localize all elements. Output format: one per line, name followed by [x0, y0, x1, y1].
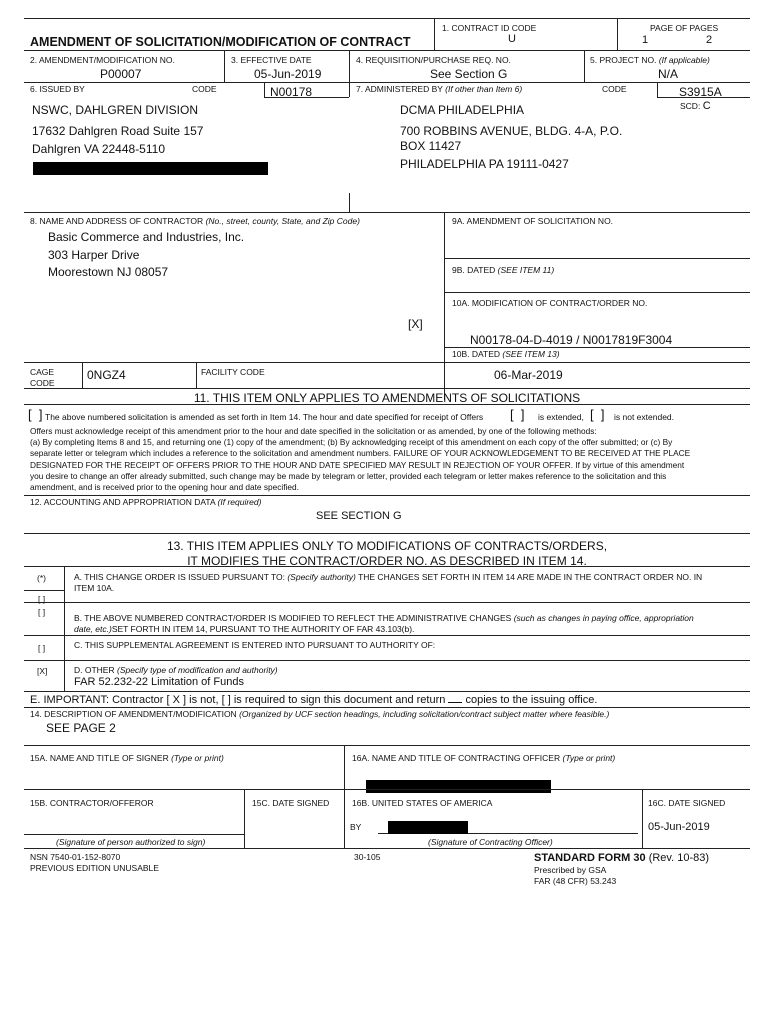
item-9a-label: 9A. AMENDMENT OF SOLICITATION NO. [452, 216, 614, 226]
footer-form-number: 30-105 [354, 852, 381, 862]
item-15b-label: 15B. CONTRACTOR/OFFEROR [30, 798, 154, 808]
administered-by-line-4: PHILADELPHIA PA 19111-0427 [400, 157, 569, 171]
item-16c-label: 16C. DATE SIGNED [648, 798, 726, 808]
redaction-bar [33, 162, 268, 175]
footer-far: FAR (48 CFR) 53.243 [534, 876, 617, 886]
item-13-d-text: D. OTHER (Specify type of modification and authority) [74, 665, 278, 675]
item-13-heading-2: IT MODIFIES THE CONTRACT/ORDER NO. AS DESCRIBED IN ITEM 14. [187, 554, 587, 568]
item-12-label: 12. ACCOUNTING AND APPROPRIATION DATA (If required) [30, 497, 262, 507]
item-11-checkbox-3: [ ] [590, 407, 605, 422]
rule [24, 388, 750, 389]
rule [24, 848, 750, 849]
item-13-a-text-2: ITEM 10A. [74, 583, 115, 593]
rule [24, 495, 750, 496]
rule [24, 745, 750, 746]
footer-previous-edition: PREVIOUS EDITION UNUSABLE [30, 863, 159, 873]
rule [642, 789, 643, 848]
item-11-checkbox-2: [ ] [510, 407, 525, 422]
by-label: BY [350, 822, 362, 832]
rule [244, 789, 245, 848]
rule [444, 258, 750, 259]
contract-id-value: U [508, 33, 516, 45]
issued-by-line-1: NSWC, DAHLGREN DIVISION [32, 103, 199, 117]
rule [24, 691, 750, 692]
item-13-b-text-2: date, etc.)SET FORTH IN ITEM 14, PURSUANT TO THE AUTHORITY OF FAR 43.103(b). [74, 624, 415, 634]
issued-by-label: 6. ISSUED BY [30, 84, 85, 94]
facility-code-label: FACILITY CODE [201, 367, 265, 377]
item-16c-value: 05-Jun-2019 [648, 821, 710, 833]
issued-by-line-3: Dahlgren VA 22448-5110 [32, 142, 165, 156]
rule [349, 193, 350, 212]
rule [24, 82, 750, 83]
rule [444, 347, 750, 348]
item-11-extended: is extended, [538, 412, 584, 422]
rule [24, 707, 750, 708]
item-10a-value: N00178-04-D-4019 / N0017819F3004 [470, 333, 673, 347]
item-16b-caption: (Signature of Contracting Officer) [428, 837, 553, 847]
administered-by-label: 7. ADMINISTERED BY (If other than Item 6) [356, 84, 523, 94]
item-11-line-1: The above numbered solicitation is amended as set forth in Item 14. The hour and date specified for receipt of Offers [45, 412, 484, 422]
item-13-mark-b: [ ] [38, 607, 46, 617]
rule [617, 18, 618, 50]
rule [24, 50, 750, 51]
rule [24, 635, 750, 636]
scd-label: SCD: C [680, 100, 711, 112]
rule [444, 292, 750, 293]
item-14-label: 14. DESCRIPTION OF AMENDMENT/MODIFICATION (Organized by UCF section headings, including solicitation/contract subject matter where feasible.) [30, 709, 610, 719]
rule [196, 362, 197, 388]
effective-date-value: 05-Jun-2019 [254, 67, 322, 81]
issued-by-code: N00178 [270, 85, 313, 99]
redaction-bar [388, 821, 468, 834]
contractor-line-1: Basic Commerce and Industries, Inc. [48, 230, 245, 244]
item-13-d-value: FAR 52.232-22 Limitation of Funds [74, 676, 244, 688]
amendment-no-label: 2. AMENDMENT/MODIFICATION NO. [30, 55, 175, 65]
item-15c-label: 15C. DATE SIGNED [252, 798, 330, 808]
project-no-label: 5. PROJECT NO. (If applicable) [590, 55, 710, 65]
rule [444, 212, 445, 400]
item-11-body: Offers must acknowledge receipt of this amendment prior to the hour and date specified in the solicitation or as amended, by one of the following methods: (a) By completing Items 8 and 15, and returning one (1) copy of the amendment; (b) By acknowledging receipt of this amendment on each copy of the offer submitted; or (c) By separate letter or telegram which includes a reference to the solicitation and amendment numbers. FAILURE OF YOUR ACKNOWLEDGEMENT TO BE RECEIVED AT THE PLACE DESIGNATED FOR THE RECEIPT OF OFFERS PRIOR TO THE HOUR AND DATE SPECIFIED MAY RESULT IN REJECTION OF YOUR OFFER. If by virtue of this amendment you desire to change an offer already submitted, such change may be made by telegram or letter, provided each telegram or letter makes reference to the solicitation and this amendment, and is received prior to the opening hour and date specified. [30, 426, 691, 493]
administered-by-code: S3915A [679, 85, 722, 99]
contract-id-label: 1. CONTRACT ID CODE [442, 23, 537, 33]
item-12-value: SEE SECTION G [316, 510, 402, 522]
item-15a-label: 15A. NAME AND TITLE OF SIGNER (Type or print) [30, 753, 224, 763]
page-number: 1 [642, 34, 649, 46]
item-9b-label: 9B. DATED (SEE ITEM 11) [452, 265, 555, 275]
rule [24, 566, 750, 567]
project-no-value: N/A [658, 67, 679, 81]
footer-gsa: Prescribed by GSA [534, 865, 607, 875]
issued-by-code-label: CODE [192, 84, 217, 94]
contractor-label: 8. NAME AND ADDRESS OF CONTRACTOR (No., street, county, State, and Zip Code) [30, 216, 360, 226]
redaction-bar [366, 780, 551, 793]
item-15b-caption: (Signature of person authorized to sign) [56, 837, 206, 847]
item-13-c-text: C. THIS SUPPLEMENTAL AGREEMENT IS ENTERED INTO PURSUANT TO AUTHORITY OF: [74, 640, 436, 650]
signature-line [24, 834, 244, 835]
item-16b-label: 16B. UNITED STATES OF AMERICA [352, 798, 493, 808]
rule [24, 660, 750, 661]
form-title: AMENDMENT OF SOLICITATION/MODIFICATION OF CONTRACT [30, 35, 411, 49]
requisition-label: 4. REQUISITION/PURCHASE REQ. NO. [356, 55, 511, 65]
rule [24, 404, 750, 405]
requisition-value: See Section G [430, 67, 508, 81]
footer-standard-form: STANDARD FORM 30 (Rev. 10-83) [534, 852, 710, 864]
item-11-heading: 11. THIS ITEM ONLY APPLIES TO AMENDMENTS OF SOLICITATIONS [193, 391, 581, 405]
item-10a-mark: [X] [408, 317, 423, 331]
footer-nsn: NSN 7540-01-152-8070 [30, 852, 121, 862]
item-14-value: SEE PAGE 2 [46, 721, 116, 735]
cage-code-value: 0NGZ4 [87, 368, 126, 382]
sf30-form [24, 18, 750, 886]
item-11-not-extended: is not extended. [614, 412, 675, 422]
rule [584, 50, 585, 82]
rule [82, 362, 83, 388]
item-13-heading-1: 13. THIS ITEM APPLIES ONLY TO MODIFICATIONS OF CONTRACTS/ORDERS, [166, 539, 608, 553]
page-total: 2 [706, 34, 713, 46]
item-13-mark-a: [ ] [38, 594, 46, 604]
pages-label: PAGE OF PAGES [650, 23, 719, 33]
rule [657, 82, 658, 97]
item-10b-label: 10B. DATED (SEE ITEM 13) [452, 349, 560, 359]
item-11-checkbox-1: [ ] [28, 407, 43, 422]
item-13-mark-c: [ ] [38, 643, 46, 653]
amendment-no-value: P00007 [100, 67, 142, 81]
rule [24, 602, 64, 603]
rule [24, 362, 750, 363]
item-13-b-text: B. THE ABOVE NUMBERED CONTRACT/ORDER IS MODIFIED TO REFLECT THE ADMINISTRATIVE CHANGES (such as changes in paying office, appropriation [74, 613, 694, 623]
rule [24, 590, 64, 591]
rule [434, 18, 435, 50]
item-13-star: (*) [37, 573, 46, 583]
item-10a-label: 10A. MODIFICATION OF CONTRACT/ORDER NO. [452, 298, 648, 308]
rule [24, 212, 750, 213]
item-13-mark-d: [X] [37, 666, 48, 676]
rule [24, 533, 750, 534]
item-10b-value: 06-Mar-2019 [494, 368, 563, 382]
important-line: E. IMPORTANT: Contractor [ X ] is not, [ ] is required to sign this document and return copies to the issuing office. [30, 694, 598, 706]
rule [264, 82, 265, 97]
rule [24, 18, 750, 19]
rule [64, 566, 65, 691]
administered-by-code-label: CODE [602, 84, 627, 94]
administered-by-line-3: BOX 11427 [400, 139, 462, 153]
rule [224, 50, 225, 82]
administered-by-line-1: DCMA PHILADELPHIA [400, 103, 525, 117]
administered-by-line-2: 700 ROBBINS AVENUE, BLDG. 4-A, P.O. [400, 124, 623, 138]
item-16a-label: 16A. NAME AND TITLE OF CONTRACTING OFFICER (Type or print) [352, 753, 616, 763]
rule [344, 745, 345, 848]
rule [349, 50, 350, 97]
effective-date-label: 3. EFFECTIVE DATE [231, 55, 312, 65]
issued-by-line-2: 17632 Dahlgren Road Suite 157 [32, 124, 204, 138]
item-13-a-text: A. THIS CHANGE ORDER IS ISSUED PURSUANT TO: (Specify authority) THE CHANGES SET FORTH IN ITEM 14 ARE MADE IN THE CONTRACT ORDER NO. IN [74, 572, 703, 582]
contractor-line-2: 303 Harper Drive [48, 248, 140, 262]
contractor-line-3: Moorestown NJ 08057 [48, 265, 169, 279]
rule [64, 602, 750, 603]
cage-code-label: CAGE CODE [30, 367, 55, 388]
